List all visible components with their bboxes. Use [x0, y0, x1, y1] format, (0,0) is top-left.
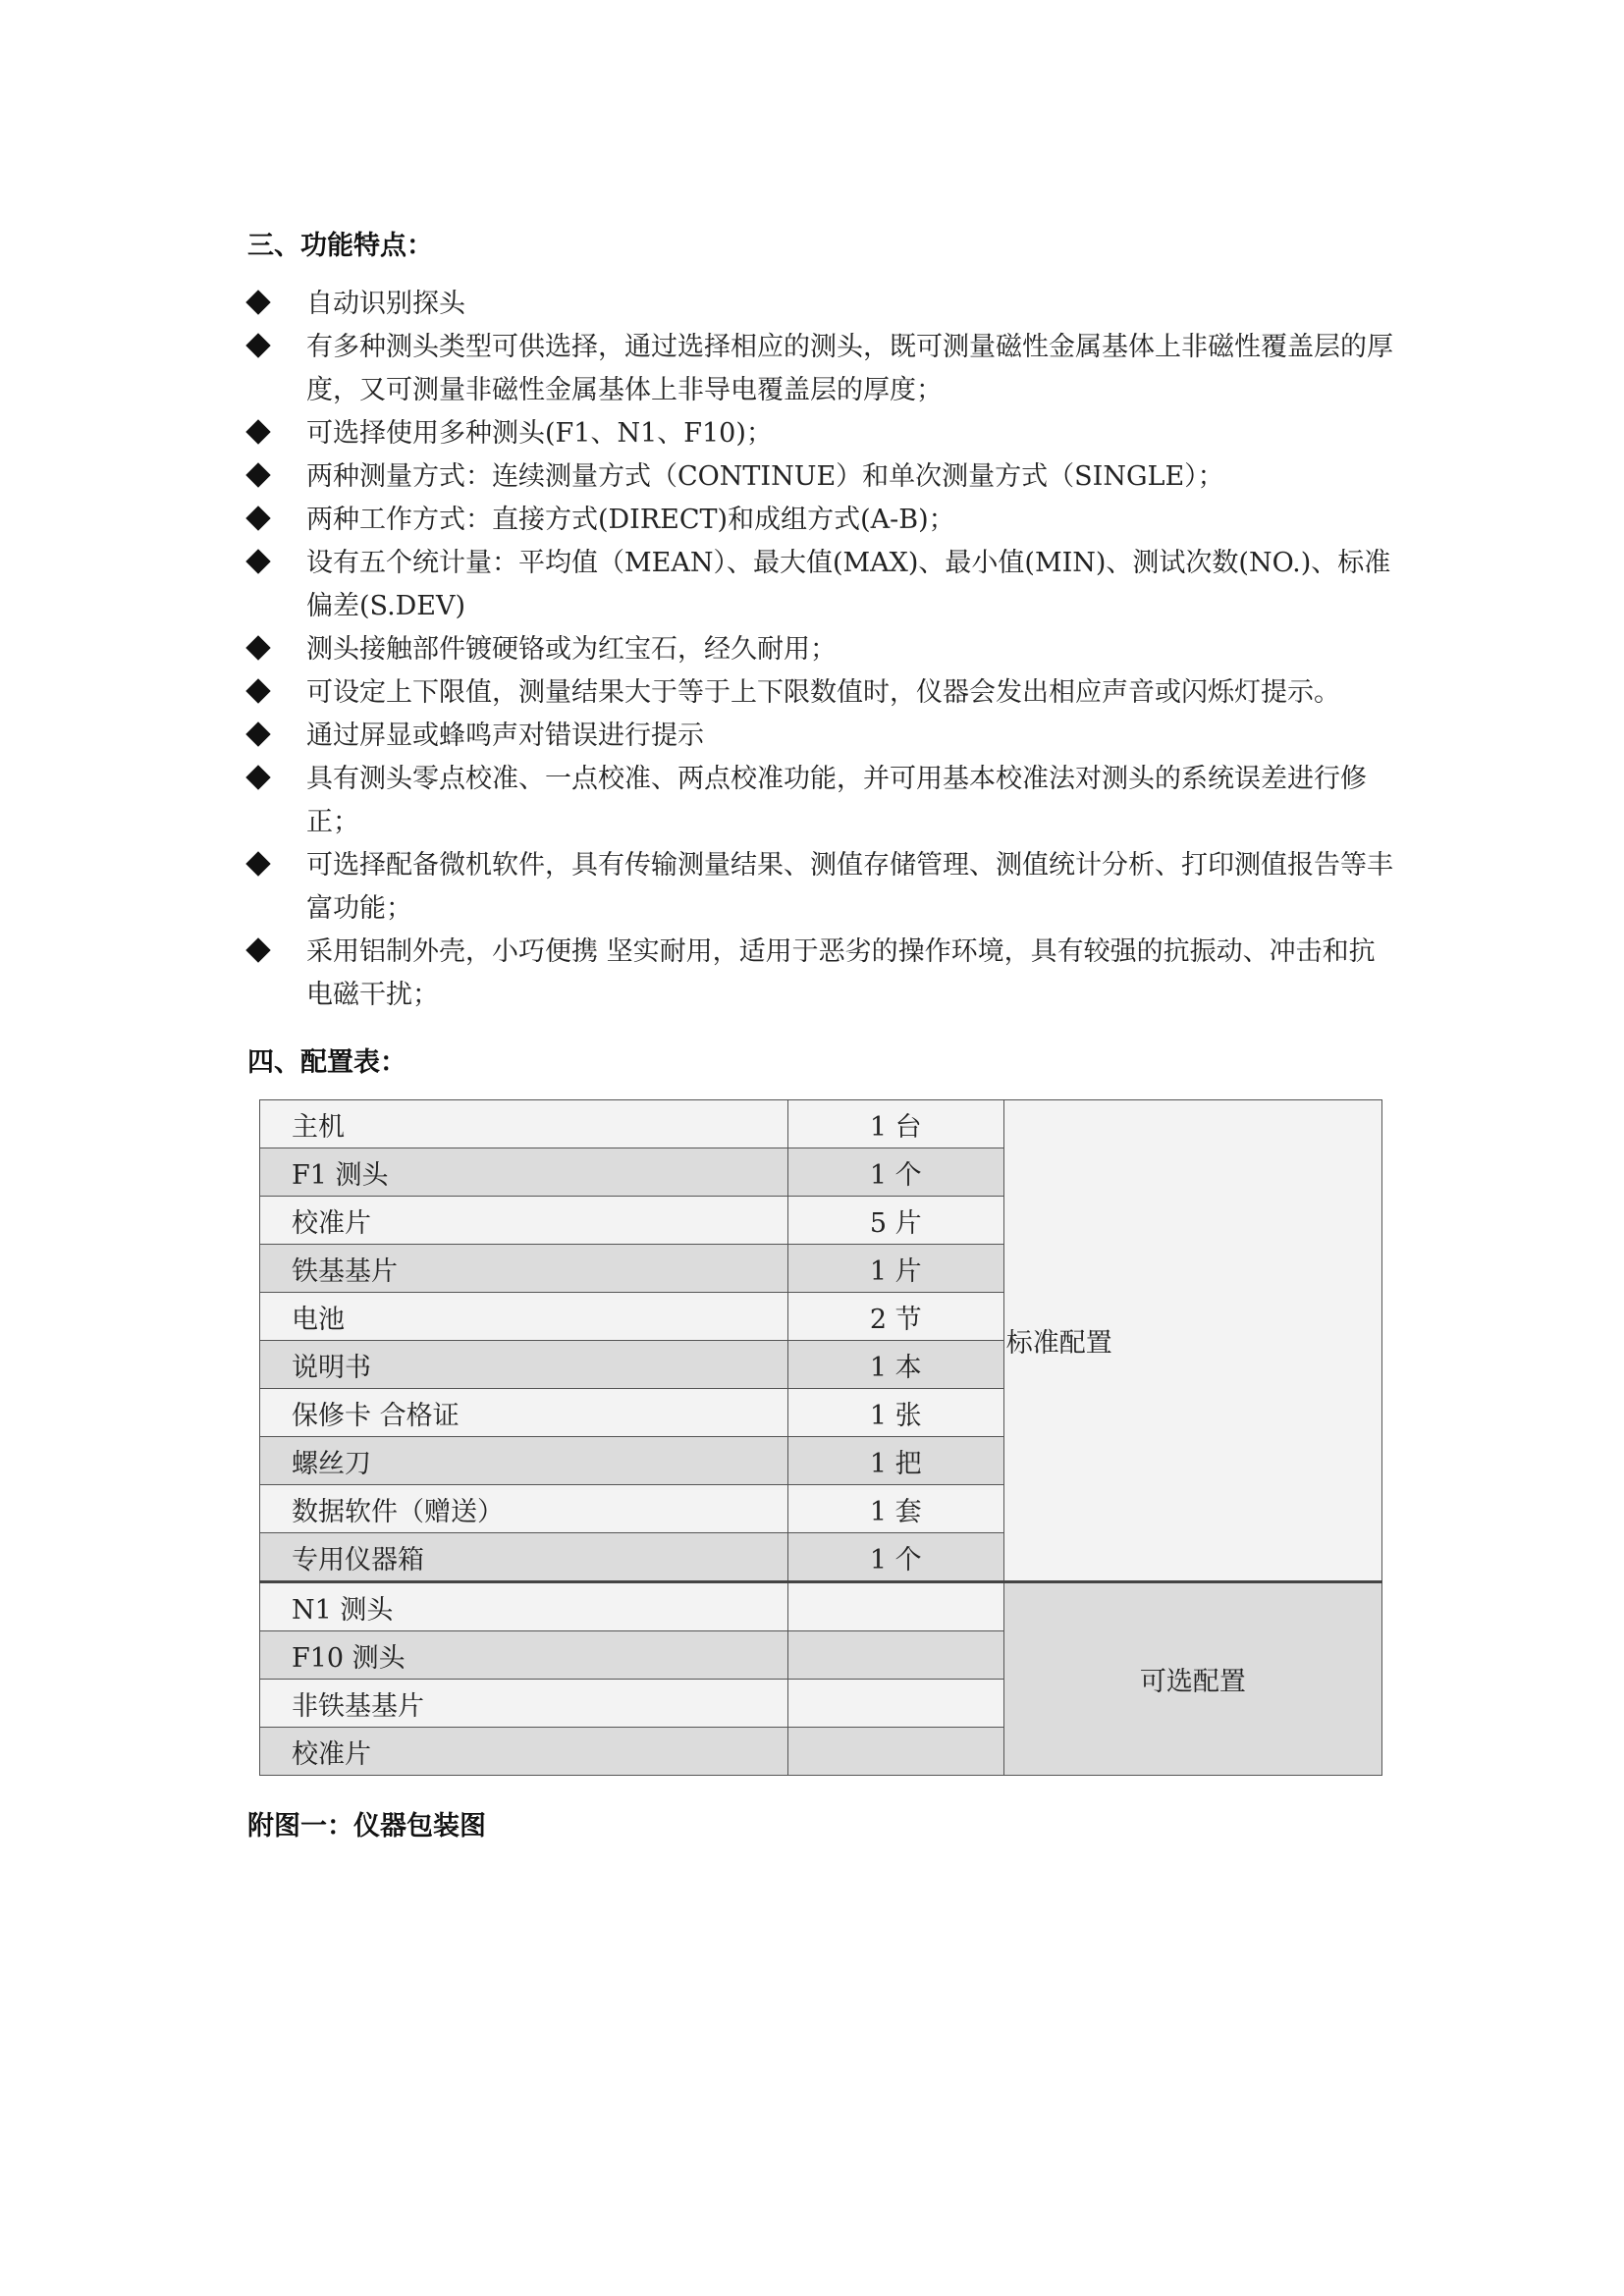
item-name: F1 测头	[260, 1148, 788, 1197]
config-table	[259, 1099, 1382, 1776]
item-qty: 1 把	[787, 1437, 1003, 1485]
item-qty: 2 节	[787, 1293, 1003, 1341]
item-name: 电池	[260, 1293, 788, 1341]
diamond-bullet-icon	[245, 333, 270, 357]
feature-item: 测头接触部件镀硬铬或为红宝石，经久耐用；	[247, 628, 1396, 671]
item-name: 校准片	[260, 1728, 788, 1776]
feature-item: 两种工作方式：直接方式(DIRECT)和成组方式(A-B)；	[247, 499, 1396, 542]
diamond-bullet-icon	[245, 462, 270, 487]
feature-item: 通过屏显或蜂鸣声对错误进行提示	[247, 715, 1396, 758]
table-row	[260, 1100, 1382, 1148]
diamond-bullet-icon	[245, 549, 270, 573]
item-name: 保修卡 合格证	[260, 1389, 788, 1437]
standard-config-label: 标准配置	[1003, 1100, 1381, 1582]
item-qty	[787, 1680, 1003, 1728]
diamond-bullet-icon	[245, 419, 270, 444]
feature-item: 有多种测头类型可供选择，通过选择相应的测头，既可测量磁性金属基体上非磁性覆盖层的厚度，又可测量非磁性金属基体上非导电覆盖层的厚度；	[247, 326, 1396, 412]
feature-item: 可选择使用多种测头(F1、N1、F10)；	[247, 412, 1396, 455]
item-qty: 5 片	[787, 1197, 1003, 1245]
item-qty	[787, 1631, 1003, 1680]
figure-caption: 附图一：仪器包装图	[247, 1811, 486, 1842]
item-name: N1 测头	[260, 1582, 788, 1631]
item-name: 主机	[260, 1100, 788, 1148]
diamond-bullet-icon	[245, 678, 270, 703]
feature-item: 自动识别探头	[247, 283, 1396, 326]
item-qty: 1 个	[787, 1533, 1003, 1582]
item-qty: 1 张	[787, 1389, 1003, 1437]
feature-item: 采用铝制外壳，小巧便携 坚实耐用，适用于恶劣的操作环境，具有较强的抗振动、冲击和抗电磁干扰；	[247, 931, 1396, 1017]
item-name: 非铁基基片	[260, 1680, 788, 1728]
item-qty: 1 套	[787, 1485, 1003, 1533]
table-row	[260, 1582, 1382, 1631]
feature-item: 具有测头零点校准、一点校准、两点校准功能，并可用基本校准法对测头的系统误差进行修正；	[247, 758, 1396, 844]
item-qty: 1 本	[787, 1341, 1003, 1389]
item-qty: 1 台	[787, 1100, 1003, 1148]
item-qty	[787, 1728, 1003, 1776]
feature-item: 可设定上下限值，测量结果大于等于上下限数值时，仪器会发出相应声音或闪烁灯提示。	[247, 671, 1396, 715]
features-heading: 三、功能特点：	[247, 231, 433, 261]
diamond-bullet-icon	[245, 721, 270, 746]
feature-item: 两种测量方式：连续测量方式（CONTINUE）和单次测量方式（SINGLE）；	[247, 455, 1396, 499]
item-qty	[787, 1582, 1003, 1631]
diamond-bullet-icon	[245, 635, 270, 660]
item-name: 铁基基片	[260, 1245, 788, 1293]
item-qty: 1 片	[787, 1245, 1003, 1293]
item-name: 说明书	[260, 1341, 788, 1389]
item-name: 校准片	[260, 1197, 788, 1245]
item-qty: 1 个	[787, 1148, 1003, 1197]
diamond-bullet-icon	[245, 851, 270, 876]
item-name: F10 测头	[260, 1631, 788, 1680]
diamond-bullet-icon	[245, 937, 270, 962]
item-name: 数据软件（赠送）	[260, 1485, 788, 1533]
feature-item: 设有五个统计量：平均值（MEAN）、最大值(MAX)、最小值(MIN)、测试次数(NO.)、标准偏差(S.DEV)	[247, 542, 1396, 628]
item-name: 螺丝刀	[260, 1437, 788, 1485]
diamond-bullet-icon	[245, 290, 270, 314]
diamond-bullet-icon	[245, 506, 270, 530]
feature-item: 可选择配备微机软件，具有传输测量结果、测值存储管理、测值统计分析、打印测值报告等丰富功能；	[247, 844, 1396, 931]
item-name: 专用仪器箱	[260, 1533, 788, 1582]
config-heading: 四、配置表：	[247, 1047, 406, 1078]
feature-list	[247, 283, 1396, 1017]
optional-config-label: 可选配置	[1003, 1582, 1381, 1776]
diamond-bullet-icon	[245, 765, 270, 789]
